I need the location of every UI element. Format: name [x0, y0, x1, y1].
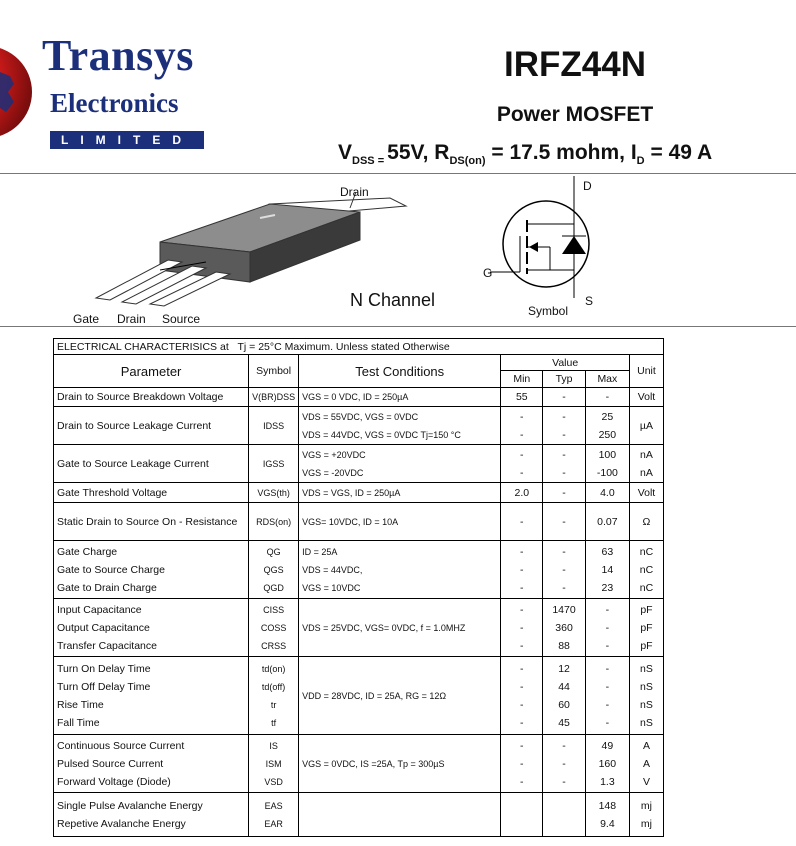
- param-cell: [54, 407, 249, 445]
- condition-line: VGS = 10VDC: [302, 582, 361, 593]
- table-row: [54, 445, 664, 483]
- max-cell: [585, 407, 629, 445]
- max-line: -: [605, 662, 610, 675]
- unit-line: pF: [640, 603, 653, 616]
- unit-cell: [629, 445, 663, 483]
- condition-cell: [299, 657, 501, 735]
- param-line: Pulsed Source Current: [57, 757, 164, 770]
- min-line: -: [520, 621, 524, 634]
- id-value: 49 A: [668, 141, 713, 164]
- symbol-cell: [249, 483, 299, 503]
- max-cell: [585, 388, 629, 407]
- table-row: [54, 657, 664, 735]
- param-cell: [54, 388, 249, 407]
- unit-line: Volt: [637, 486, 656, 499]
- param-line: Single Pulse Avalanche Energy: [57, 799, 203, 812]
- min-line: -: [520, 639, 524, 652]
- vdss-value: 55V: [387, 141, 423, 164]
- typ-line: -: [562, 545, 566, 558]
- condition-line: VDS = 44VDC,: [302, 564, 363, 575]
- min-cell: [501, 503, 543, 541]
- symbol-caption: Symbol: [528, 304, 569, 318]
- symbol-cell: [249, 657, 299, 735]
- max-line: -: [605, 680, 610, 693]
- min-line: -: [520, 410, 524, 423]
- typ-line: -: [562, 391, 566, 403]
- param-cell: [54, 599, 249, 657]
- symbol-line: tf: [271, 717, 277, 728]
- table-row: [54, 793, 664, 837]
- globe-logo-icon: [0, 32, 34, 150]
- param-line: Transfer Capacitance: [57, 639, 157, 652]
- typ-line: -: [562, 739, 566, 752]
- condition-cell: [299, 503, 501, 541]
- min-line: -: [520, 698, 524, 711]
- unit-cell: [629, 541, 663, 599]
- symbol-line: IGSS: [262, 458, 285, 469]
- param-line: Turn On Delay Time: [57, 662, 151, 675]
- min-line: 55: [515, 391, 528, 403]
- param-line: Forward Voltage (Diode): [57, 775, 171, 788]
- condition-cell: [299, 735, 501, 793]
- table-row: [54, 735, 664, 793]
- unit-cell: [629, 599, 663, 657]
- condition-cell: [299, 541, 501, 599]
- typ-cell: [543, 445, 586, 483]
- param-line: Fall Time: [57, 716, 100, 729]
- symbol-cell: [249, 735, 299, 793]
- max-line: 49: [601, 739, 614, 752]
- min-cell: [501, 599, 543, 657]
- table-row: [54, 541, 664, 599]
- typ-line: -: [562, 410, 566, 423]
- header-parameter: Parameter: [54, 355, 249, 388]
- min-cell: [501, 407, 543, 445]
- unit-cell: [629, 483, 663, 503]
- typ-line: -: [562, 757, 566, 770]
- part-number: IRFZ44N: [504, 45, 646, 84]
- max-cell: [585, 735, 629, 793]
- rds-value: 17.5 mohm: [509, 141, 620, 164]
- divider-mid: [0, 326, 796, 327]
- symbol-line: QGD: [263, 582, 284, 593]
- table-row: [54, 503, 664, 541]
- max-cell: [585, 541, 629, 599]
- unit-line: nS: [640, 662, 653, 675]
- param-line: Gate Charge: [57, 545, 118, 558]
- min-cell: [501, 735, 543, 793]
- unit-line: nA: [640, 448, 653, 461]
- max-line: 63: [601, 545, 614, 558]
- min-cell: [501, 445, 543, 483]
- max-cell: [585, 793, 629, 837]
- header-test: Test Conditions: [299, 355, 501, 388]
- max-cell: [585, 657, 629, 735]
- max-line: -: [605, 621, 610, 634]
- symbol-line: EAS: [264, 800, 283, 811]
- param-line: Continuous Source Current: [57, 739, 185, 752]
- unit-line: Ω: [642, 515, 651, 528]
- max-line: -: [605, 716, 610, 729]
- unit-line: pF: [640, 639, 653, 652]
- divider-top: [0, 173, 796, 174]
- unit-line: nS: [640, 698, 653, 711]
- unit-line: µA: [639, 419, 653, 432]
- min-line: -: [520, 775, 524, 788]
- symbol-line: VSD: [264, 776, 283, 787]
- typ-cell: [543, 599, 586, 657]
- max-line: -: [605, 698, 610, 711]
- typ-line: 88: [558, 639, 570, 652]
- header-max: Max: [585, 371, 629, 388]
- max-line: 9.4: [600, 817, 615, 830]
- symbol-line: IDSS: [263, 420, 285, 431]
- max-line: 25: [601, 410, 614, 423]
- typ-cell: [543, 503, 586, 541]
- unit-line: nC: [639, 545, 654, 558]
- unit-line: mj: [640, 817, 652, 830]
- symbol-line: td(off): [261, 681, 286, 692]
- max-line: 0.07: [597, 515, 618, 528]
- min-line: -: [520, 428, 524, 441]
- max-cell: [585, 445, 629, 483]
- max-line: 100: [598, 448, 617, 461]
- symbol-line: td(on): [261, 663, 286, 674]
- condition-line: VGS = 0VDC, IS =25A, Tp = 300µS: [302, 758, 445, 769]
- condition-line: ID = 25A: [302, 546, 338, 557]
- table-row: [54, 407, 664, 445]
- unit-cell: [629, 793, 663, 837]
- param-cell: [54, 793, 249, 837]
- unit-cell: [629, 657, 663, 735]
- brand-limited: LIMITED: [50, 131, 204, 149]
- param-line: Gate to Drain Charge: [57, 581, 157, 594]
- symbol-cell: [249, 407, 299, 445]
- header-unit: Unit: [629, 355, 663, 388]
- brand-subtitle: Electronics: [50, 88, 179, 118]
- min-cell: [501, 483, 543, 503]
- symbol-cell: [249, 388, 299, 407]
- max-cell: [585, 483, 629, 503]
- typ-cell: [543, 407, 586, 445]
- min-cell: [501, 793, 543, 837]
- max-line: 4.0: [600, 486, 615, 499]
- condition-line: VDS = 55VDC, VGS = 0VDC: [302, 411, 419, 422]
- symbol-d-label: D: [583, 179, 592, 193]
- condition-line: VDD = 28VDC, ID = 25A, RG = 12Ω: [302, 690, 447, 701]
- symbol-line: CISS: [263, 604, 285, 615]
- max-line: -: [605, 603, 610, 616]
- typ-line: -: [562, 515, 566, 528]
- max-line: 23: [601, 581, 614, 594]
- max-line: -100: [596, 466, 618, 479]
- symbol-line: tr: [270, 699, 277, 710]
- symbol-line: VGS(th): [257, 487, 290, 498]
- typ-cell: [543, 388, 586, 407]
- device-type: Power MOSFET: [496, 103, 654, 126]
- symbol-line: QG: [266, 546, 281, 557]
- min-cell: [501, 657, 543, 735]
- header-typ: Typ: [543, 371, 586, 388]
- unit-line: pF: [640, 621, 653, 634]
- symbol-line: IS: [269, 740, 278, 751]
- unit-line: Volt: [637, 391, 656, 403]
- param-cell: [54, 503, 249, 541]
- header-value: Value: [501, 355, 630, 371]
- gate-label: Gate: [73, 312, 100, 326]
- condition-line: VGS = +20VDC: [302, 449, 366, 460]
- min-line: 2.0: [514, 486, 530, 499]
- symbol-cell: [249, 599, 299, 657]
- brand-name: Transys: [42, 31, 194, 80]
- unit-line: nC: [639, 563, 654, 576]
- header-symbol: Symbol: [249, 355, 299, 388]
- min-line: -: [520, 662, 524, 675]
- unit-line: nS: [640, 716, 653, 729]
- symbol-line: EAR: [264, 818, 283, 829]
- symbol-line: QGS: [263, 564, 284, 575]
- condition-cell: [299, 483, 501, 503]
- condition-line: VDS = VGS, ID = 250µA: [302, 487, 401, 498]
- condition-line: VGS = -20VDC: [302, 467, 364, 478]
- source-label: Source: [162, 312, 201, 326]
- symbol-line: COSS: [260, 622, 287, 633]
- condition-cell: [299, 388, 501, 407]
- condition-cell: [299, 407, 501, 445]
- symbol-line: ISM: [265, 758, 282, 769]
- unit-cell: [629, 735, 663, 793]
- typ-line: -: [562, 448, 566, 461]
- symbol-line: CRSS: [261, 640, 287, 651]
- param-cell: [54, 445, 249, 483]
- typ-cell: [543, 735, 586, 793]
- min-line: -: [520, 563, 524, 576]
- typ-cell: [543, 483, 586, 503]
- channel-label: N Channel: [350, 290, 436, 310]
- min-line: -: [520, 716, 524, 729]
- typ-line: -: [562, 563, 566, 576]
- symbol-line: V(BR)DSS: [252, 392, 296, 402]
- min-line: -: [520, 515, 524, 528]
- param-line: Gate to Source Charge: [57, 563, 165, 576]
- symbol-cell: [249, 503, 299, 541]
- max-line: 14: [601, 563, 614, 576]
- min-line: -: [520, 739, 524, 752]
- header-min: Min: [501, 371, 543, 388]
- unit-line: A: [642, 739, 650, 752]
- param-line: Turn Off Delay Time: [57, 680, 151, 693]
- unit-line: V: [642, 775, 650, 788]
- symbol-cell: [249, 793, 299, 837]
- condition-line: VDS = 25VDC, VGS= 0VDC, f = 1.0MHZ: [302, 622, 466, 633]
- spec-line: $V_{DSS =}$ 55V, $R_{DS(on)} = 17.5$ mohm, $I_D = 49$ A: [338, 141, 713, 168]
- unit-line: A: [642, 757, 650, 770]
- max-line: 148: [598, 799, 617, 812]
- min-line: -: [520, 757, 524, 770]
- unit-cell: [629, 388, 663, 407]
- condition-cell: [299, 793, 501, 837]
- param-cell: [54, 483, 249, 503]
- condition-line: VGS = 0 VDC, ID = 250µA: [302, 392, 409, 402]
- symbol-cell: [249, 541, 299, 599]
- param-line: Output Capacitance: [57, 621, 150, 634]
- unit-cell: [629, 503, 663, 541]
- mosfet-symbol-icon: [480, 176, 610, 306]
- condition-cell: [299, 599, 501, 657]
- unit-line: nA: [640, 466, 653, 479]
- symbol-s-label: S: [585, 294, 594, 308]
- drain-label: Drain: [117, 312, 146, 326]
- condition-cell: [299, 445, 501, 483]
- typ-line: 45: [558, 716, 570, 729]
- param-line: Input Capacitance: [57, 603, 142, 616]
- min-cell: [501, 541, 543, 599]
- param-line: Gate to Source Leakage Current: [57, 457, 209, 470]
- unit-line: nC: [639, 581, 654, 594]
- typ-line: 44: [558, 680, 570, 693]
- symbol-line: RDS(on): [256, 516, 292, 527]
- param-line: Rise Time: [57, 698, 104, 711]
- condition-line: VGS= 10VDC, ID = 10A: [302, 516, 399, 527]
- typ-cell: [543, 657, 586, 735]
- param-cell: [54, 541, 249, 599]
- unit-line: nS: [640, 680, 653, 693]
- param-cell: [54, 657, 249, 735]
- max-line: 160: [598, 757, 617, 770]
- typ-line: 60: [558, 698, 570, 711]
- max-line: 1.3: [600, 775, 615, 788]
- typ-cell: [543, 541, 586, 599]
- min-cell: [501, 388, 543, 407]
- electrical-characteristics-table: [53, 338, 664, 837]
- typ-line: -: [562, 581, 566, 594]
- condition-line: VDS = 44VDC, VGS = 0VDC Tj=150 °C: [302, 429, 461, 440]
- typ-line: 360: [555, 621, 573, 634]
- table-row: [54, 483, 664, 503]
- symbol-cell: [249, 445, 299, 483]
- table-row: [54, 388, 664, 407]
- min-line: -: [520, 545, 524, 558]
- typ-line: 1470: [552, 603, 576, 616]
- max-line: 250: [598, 428, 617, 441]
- typ-line: 12: [558, 662, 570, 675]
- unit-cell: [629, 407, 663, 445]
- drain-callout: Drain: [340, 185, 369, 199]
- max-line: -: [605, 639, 610, 652]
- min-line: -: [520, 581, 524, 594]
- table-body: [54, 388, 664, 837]
- param-line: Repetive Avalanche Energy: [57, 817, 186, 830]
- param-line: Gate Threshold Voltage: [57, 486, 168, 499]
- min-line: -: [520, 466, 524, 479]
- min-line: -: [520, 448, 524, 461]
- max-line: -: [605, 391, 610, 403]
- param-line: Drain to Source Leakage Current: [57, 419, 212, 432]
- typ-line: -: [562, 486, 566, 499]
- typ-line: -: [562, 428, 566, 441]
- typ-line: -: [562, 775, 566, 788]
- max-cell: [585, 599, 629, 657]
- param-line: Static Drain to Source On - Resistance: [57, 515, 238, 528]
- min-line: -: [520, 680, 524, 693]
- min-line: -: [520, 603, 524, 616]
- symbol-g-label: G: [483, 266, 493, 280]
- typ-cell: [543, 793, 586, 837]
- max-cell: [585, 503, 629, 541]
- unit-line: mj: [640, 799, 652, 812]
- table-row: [54, 599, 664, 657]
- param-cell: [54, 735, 249, 793]
- param-line: Drain to Source Breakdown Voltage: [57, 391, 224, 403]
- typ-line: -: [562, 466, 566, 479]
- table-title: ELECTRICAL CHARACTERISICS at Tj = 25°C Maximum. Unless stated Otherwise: [54, 339, 664, 355]
